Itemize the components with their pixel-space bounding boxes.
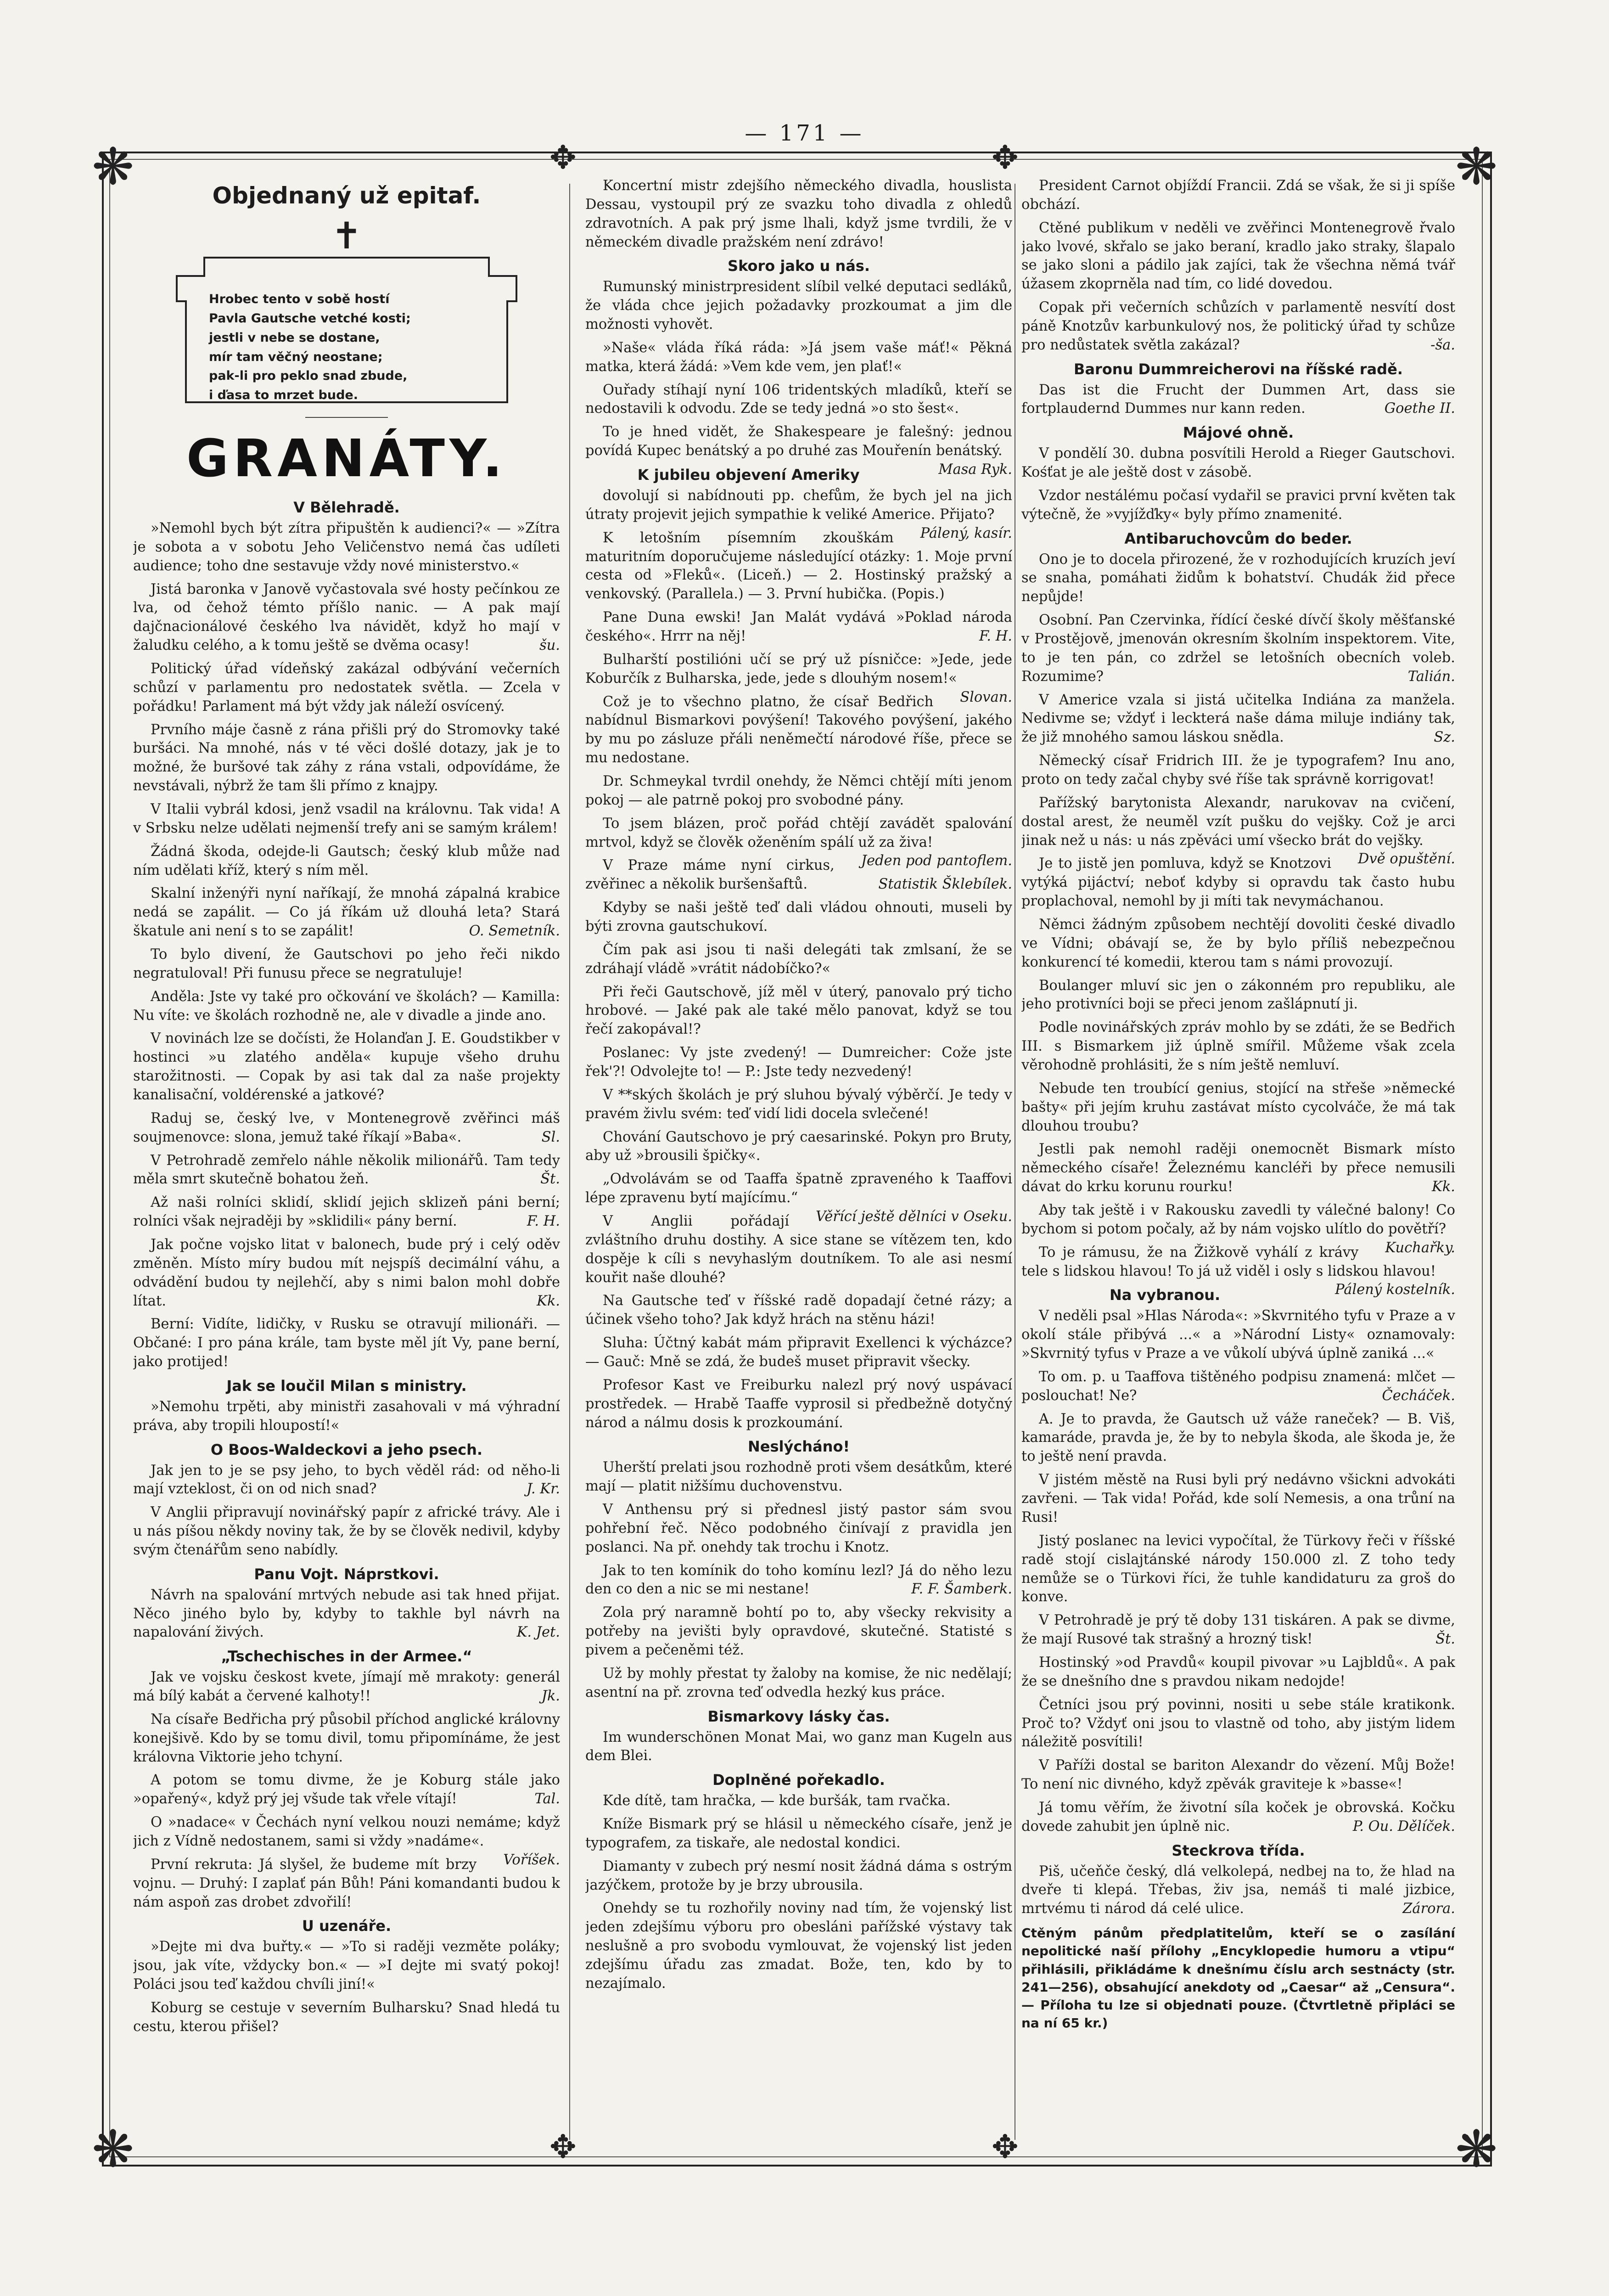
article-body: Diamanty v zubech prý nesmí nosit žádná dáma s ostrým jazýčkem, protože by je brzy ubrousila. bbox=[585, 1858, 1012, 1893]
column-3-items bbox=[1021, 177, 1455, 1919]
article-text bbox=[133, 1030, 560, 1104]
article-signature: Voříšek. bbox=[503, 1851, 560, 1868]
article-text bbox=[585, 1815, 1012, 1853]
article-text bbox=[1021, 487, 1455, 524]
article-text bbox=[133, 721, 560, 796]
divider-ornament-icon: ✥ bbox=[549, 139, 577, 176]
article-body: Osobní. Pan Czervinka, řídící české dívčí školy měšťanské v Prostějově, jmenován okresním školním inspektorem. Vite, to je ten pán, co zdržel se letošních obecních voleb. Rozumime? bbox=[1021, 612, 1455, 685]
article-text bbox=[1021, 1368, 1455, 1406]
article-text bbox=[1021, 177, 1455, 214]
epitaph-line: mír tam věčný neostane; bbox=[209, 349, 383, 364]
article-text bbox=[1021, 381, 1455, 419]
article-text bbox=[585, 1128, 1012, 1166]
column-2 bbox=[585, 177, 1012, 2142]
article-text bbox=[133, 800, 560, 838]
article-text bbox=[133, 1109, 560, 1147]
article-signature: Sz. bbox=[1434, 729, 1455, 746]
article-text bbox=[133, 884, 560, 941]
article-body: dovolují si nabídnouti pp. chefům, že bych jel na jich útraty projevit jejich sympathie k veliké Americe. Přijato? bbox=[585, 487, 1012, 523]
article-text bbox=[1021, 794, 1455, 867]
article-text bbox=[585, 1170, 1012, 1225]
article-body: Das ist die Frucht der Dummen Art, dass sie fortplaudernd Dummes nur kann reden. bbox=[1021, 382, 1455, 417]
article-body: »Nemohu trpěti, aby ministři zasahovali v má výhradní práva, aby tropili hloupostí!« bbox=[133, 1398, 560, 1434]
article-body: Jak jen to je se psy jeho, to bych věděl rád: od něho-li mají vzteklost, či on od nich snad? bbox=[133, 1462, 560, 1497]
article-body: V novinách lze se dočísti, že Holanďan J. E. Goudstikber v hostinci »u zlatého anděla« kupuje všeho druhu starožitnosti. — Copak by asi tak dal za naše projekty kanalisační, voldérenské a jatkové? bbox=[133, 1030, 560, 1103]
corner-ornament-icon: ❋ bbox=[92, 2120, 135, 2178]
article-signature: P. Ou. Dělíček. bbox=[1352, 1818, 1455, 1835]
article-text bbox=[133, 660, 560, 716]
article-body: Ono je to docela přirozené, že v rozhodujících kruzích jeví se snaha, pomáhati židům k bohatství. Chudák žid přece nepůjde! bbox=[1021, 551, 1455, 605]
article-text bbox=[585, 815, 1012, 869]
article-body: Bulharští postilióni učí se prý už písničce: »Jede, jede Koburčík z Bulharska, jede, jede s dlouhým nosem!« bbox=[585, 651, 1012, 687]
article-body: Na císaře Bedřicha prý působil příchod anglické královny konejšivě. Kdo by se tomu divil, tomu připomínáme, že jest královna Viktorie jeho tchyní. bbox=[133, 1711, 560, 1765]
article-body: K letošním písemním zkouškám maturitním doporučujeme následující otázky: 1. Moje první cesta od »Fleků«. (Liceň.) — 2. Hostinský pražský a venkovský. (Parallela.) — 3. První hubička. (Popis.) bbox=[585, 529, 1012, 602]
epitaph-line: Pavla Gautsche vetché kosti; bbox=[209, 311, 411, 326]
article-body: V Anthensu prý si přednesl jistý pastor sám svou pohřební řeč. Něco podobného činívají z pravidla jen poslanci. Na př. onehdy tak trochu i Knotz. bbox=[585, 1502, 1012, 1555]
article-body: V **ských školách je prý sluhou bývalý výběrčí. Je tedy v pravém živlu svém: teď vidí lidi docela svlečené! bbox=[585, 1086, 1012, 1122]
corner-ornament-icon: ❋ bbox=[1455, 2120, 1498, 2178]
article-text bbox=[1021, 691, 1455, 748]
article-body: »Dejte mi dva buřty.« — »To si raději vezměte poláky; jsou, jak víte, vždycky bon.« — »I dejte mi svatý pokoj! Poláci jsou teď každou chvíli jiní!« bbox=[133, 1939, 560, 1993]
epitaph-line: Hrobec tento v sobě hostí bbox=[209, 292, 390, 306]
article-body: Koburg se cestuje v severním Bulharsku? Snad hledá tu cestu, kterou přišel? bbox=[133, 1999, 560, 2035]
article-body: Poslanec: Vy jste zvedený! — Dumreicher: Cože jste řek'?! Odvolejte to! — P.: Jste tedy nezvedený! bbox=[585, 1045, 1012, 1080]
article-body: Čím pak asi jsou ti naši delegáti tak zmlsaní, že se zdráhají vládě »vrátit nádobíčko?« bbox=[585, 941, 1012, 977]
cross-icon: ✝ bbox=[331, 214, 362, 257]
article-text bbox=[1021, 1654, 1455, 1691]
article-body: Uherští prelati jsou rozhodně proti všem desátkům, které mají — platit nižšímu duchovenstvu. bbox=[585, 1459, 1012, 1495]
article-body: To je rámusu, že na Žižkově vyhálí z krávy tele s lidskou hlavou! To já už viděl i osly s lidskou hlavou! bbox=[1021, 1244, 1436, 1279]
article-body: V Paříži dostal se bariton Alexandr do vězení. Můj Bože! To není nic divného, když zpěvák graviteje k »basse«! bbox=[1021, 1757, 1455, 1793]
article-body: Jak počne vojsko litat v balonech, bude prý i celý oděv změněn. Místo míry budou mít nejspíš decimální váhu, a odvádění budou ty nejlehčí, aby s nimi balon mohl dobře lítat. bbox=[133, 1237, 560, 1309]
article-body: Raduj se, český lve, v Montenegrově zvěřinci máš soujmenovce: slona, jemuž také říkají »Baba«. bbox=[133, 1110, 560, 1145]
article-body: Skalní inženýři nyní naříkají, že mnohá zápalná krabice nedá se zapálit. — Co já říkám už dlouhá leta? Stará škatule ani není s to se zapálit! bbox=[133, 885, 560, 940]
article-body: Pařížský barytonista Alexandr, narukovav na cvičení, dostal arest, že neuměl vzít pušku do vejšky. Což je arci jinak než u nás: u nás zpěváci umí všecko brát do vejšky. bbox=[1021, 794, 1455, 849]
article-body: V neděli psal »Hlas Národa«: »Skvrnitého tyfu v Praze a v okolí stále přibývá ...« a »Národní Listy« oznamovaly: »Skvrnitý tyfus v Praze a ve vůkolí ubývá úplně zaniká ...« bbox=[1021, 1308, 1455, 1362]
article-text bbox=[585, 983, 1012, 1040]
article-heading: Panu Vojt. Náprstkovi. bbox=[254, 1565, 439, 1583]
article-body: Četníci jsou prý povinni, nositi u sebe stále kratikonk. Proč to? Vždyť oni jsou to vlastně od toho, aby jistým lidem náležitě posvítili! bbox=[1021, 1696, 1455, 1750]
article-text bbox=[133, 1586, 560, 1643]
article-body: To jsem blázen, proč pořád chtějí zavádět spalování mrtvol, když se člověk oženěním spálí už za živa! bbox=[585, 815, 1012, 850]
article-text bbox=[585, 339, 1012, 377]
article-text bbox=[133, 519, 560, 576]
article-body: Hostinský »od Pravdů« koupil pivovar »u Lajbldů«. A pak že se dnešního dne s pravdou nikam nedojde! bbox=[1021, 1654, 1455, 1689]
article-signature: Goethe II. bbox=[1384, 400, 1455, 417]
article-signature: F. H. bbox=[527, 1213, 560, 1230]
article-text bbox=[133, 1999, 560, 2037]
article-body: Až naši rolníci sklidí, sklidí jejich sklizeň páni berní; rolníci však nejraději by »sklidili« pány berní. bbox=[133, 1194, 560, 1230]
article-body: Jak to ten komínik do toho komínu lezl? Já do něho lezu den co den a nic se mi nestane! bbox=[585, 1562, 1012, 1598]
article-body: Chování Gautschovo je prý caesarinské. Pokyn pro Bruty, aby už »brousili špičky«. bbox=[585, 1129, 1012, 1164]
divider-ornament-icon: ✥ bbox=[992, 139, 1019, 176]
article-body: V Petrohradě je prý tě doby 131 tiskáren. A pak se divme, že mají Rusové tak strašný a hrozný tisk! bbox=[1021, 1612, 1455, 1648]
corner-ornament-icon: ❋ bbox=[1455, 137, 1498, 196]
article-text bbox=[585, 1665, 1012, 1702]
article-body: Copak při večerních schůzích v parlamentě nesvítí dost páně Knotzův karbunkulový nos, že politický úřad ty schůze pro nedůstatek světla zakázal? bbox=[1021, 299, 1455, 353]
article-heading: K jubileu objevení Ameriky bbox=[637, 466, 860, 484]
article-text bbox=[1021, 1799, 1455, 1836]
article-heading: „Tschechisches in der Armee.“ bbox=[221, 1648, 472, 1666]
article-body: »Nemohl bych být zítra připuštěn k audienci?« — »Zítra je sobota a v sobotu Jeho Veličenstvo nemá čas udíleti audience; toho dne sestavuje vždy nové ministerstvo.« bbox=[133, 520, 560, 574]
article-body: V Praze máme nyní cirkus, zvěřinec a několik buršenšaftů. bbox=[585, 857, 835, 893]
article-signature: Talián. bbox=[1407, 668, 1455, 685]
article-signature: O. Semetník. bbox=[469, 923, 560, 940]
article-text bbox=[133, 1771, 560, 1809]
article-text bbox=[133, 1152, 560, 1189]
article-body: Pane Duna ewski! Jan Malát vydává »Poklad národa českého«. Hrrr na něj! bbox=[585, 609, 1012, 644]
article-heading: Bismarkovy lásky čas. bbox=[707, 1707, 890, 1725]
article-body: Jestli pak nemohl raději onemocnět Bismark místo německého císaře! Železnému kancléři by přece nemusili dávat do krku korunu rourku! bbox=[1021, 1141, 1455, 1195]
article-body: Berní: Vidíte, lidičky, v Rusku se otravují milionáři. — Občané: I pro pána krále, tam byste měl jít Vy, pane berní, jako protijed! bbox=[133, 1316, 560, 1370]
article-body: V pondělí 30. dubna posvítili Herold a Rieger Gautschovi. Kośťat je ale ještě dost v zásobě. bbox=[1021, 445, 1455, 481]
article-body: Boulanger mluví sic jen o zákonném pro republiku, ale jeho protivníci boji se přeci jenom zašlápnutí ji. bbox=[1021, 977, 1455, 1013]
article-body: Kdyby se naši ještě teď dali vládou ohnouti, museli by býti zrovna gautschukoví. bbox=[585, 900, 1012, 934]
article-body: Dr. Schmeykal tvrdil onehdy, že Němci chtějí míti jenom pokoj — ale patrně pokoj pro svobodné pány. bbox=[585, 773, 1012, 808]
article-body: Vzdor nestálému počasí vydařil se pravici první květen tak výtečně, že »vyjížďky« byly přímo znamenité. bbox=[1021, 487, 1455, 523]
article-body: Němci žádným způsobem nechtějí dovoliti české divadlo ve Vídni; obávají se, že by bylo příliš nebezpečnou konkurencí té komedii, kterou tam s námi provozují. bbox=[1021, 916, 1455, 970]
article-body: Ctěné publikum v neděli ve zvěřinci Montenegrově řvalo jako lvové, skřalo se jako beraní, kradlo jako straky, šlapalo se jako sloni a pádilo jak zajíci, tak že všechna němá tvář úžasem zkoprněla nad tím, co lidé dovedou. bbox=[1021, 219, 1455, 293]
article-body: Profesor Kast ve Freiburku nalezl prý nový uspávací prostředek. — Hrabě Taaffe vyprosil si předbežně dotyčný národ a nálmu dosis k prozkoumání. bbox=[585, 1377, 1012, 1431]
section-title: GRANÁTY. bbox=[186, 429, 507, 489]
article-heading: Na vybranou. bbox=[1109, 1286, 1221, 1304]
article-text bbox=[133, 1711, 560, 1767]
article-body: Při řeči Gautschově, jíž měl v úterý, panovalo prý ticho hrobové. — Jaké pak ale také mělo panovat, když se tou řečí zakopával!? bbox=[585, 984, 1012, 1038]
article-text bbox=[585, 177, 1012, 252]
article-body: Žádná škoda, odejde-li Gautsch; český klub může nad ním udělati kříž, který s ním měl. bbox=[133, 843, 560, 878]
article-signature: Věřící ještě dělníci v Oseku. bbox=[815, 1209, 1012, 1225]
column-1-items bbox=[133, 498, 560, 2037]
article-body: Sluha: Účtný kabát mám připravit Exellenci k výcházce? — Gauč: Mně se zdá, že budeš muset připravit všecky. bbox=[585, 1335, 1012, 1370]
article-body: To om. p. u Taaffova tištěného podpisu znamená: mlčet — poslouchat! Ne? bbox=[1021, 1368, 1455, 1404]
column-rule bbox=[569, 184, 570, 2140]
article-signature: šu. bbox=[539, 637, 560, 654]
article-body: První rekruta: Já slyšel, že budeme mít brzy vojnu. — Druhý: I zaplať pán Bůh! Páni komandanti budou k nám aspoň zas drobet zdvořilí! bbox=[133, 1856, 560, 1910]
article-body: Koncertní mistr zdejšího německého divadla, houslista Dessau, vystoupil prý ze svazku toho divadla z ohledů zdravotních. A pak prý jsme lhali, když jsme tvrdili, že v německém divadle pražském není zdrávo! bbox=[585, 178, 1012, 250]
article-body: Rumunský ministrpresident slíbil velké deputaci sedláků, že vláda chce jejich požadavky prozkoumat a jim dle možnosti vyhovět. bbox=[585, 279, 1012, 333]
epitaph-line: pak-li pro peklo snad zbude, bbox=[209, 369, 408, 383]
article-body: V Americe vzala si jistá učitelka Indiána za manžela. Nedivme se; vždyť i leckterá naše dáma miluje indiány tak, že již mnohého samou láskou snědla. bbox=[1021, 692, 1455, 746]
article-body: Jak ve vojsku českost kvete, jímají mě mrakoty: generál má bílý kabát a červené kalhoty!! bbox=[133, 1669, 560, 1704]
article-body: Což je to všechno platno, že císař Bedřich nabídnul Bismarkovi povýšení! Takového povýšení, jakého by mu po zásluze přáli neněmečtí národové říše, přece se mu nedostane. bbox=[585, 693, 1012, 766]
supplement-notice: Ctěným pánům předplatitelům, kteří se o zasílání nepolitické naší přílohy „Encyklopedie humoru a vtipu“ přihlásili, přikládáme k dnešnímu číslu arch sestnácty (str. 241—256), obsahující anekdoty od „Caesar“ až „Censura“. — Příloha tu lze si objednati pouze. (Čtvrtletně připláci se na ní 65 kr.) bbox=[1021, 1925, 1455, 2031]
article-signature: F. F. Šamberk. bbox=[911, 1581, 1012, 1598]
article-text bbox=[133, 945, 560, 983]
article-body: Politický úřad vídeňský zakázal odbývání večerních schůzí v parlamentu pro nedostatek světla. — Zcela v pořádku! Parlament má být vždy jak náleží osvícený. bbox=[133, 660, 560, 715]
column-3 bbox=[1021, 177, 1455, 2142]
article-signature: Pálený kostelník. bbox=[1335, 1282, 1455, 1298]
epitaph-line: i ďasa to mrzet bude. bbox=[209, 388, 358, 403]
article-signature: Dvě opuštění. bbox=[1357, 851, 1455, 867]
article-signature: Slovan. bbox=[960, 689, 1012, 705]
article-signature: Kk. bbox=[1432, 1179, 1455, 1195]
article-text bbox=[585, 487, 1012, 541]
article-text bbox=[585, 1899, 1012, 1993]
article-text bbox=[585, 1562, 1012, 1599]
article-body: Kníže Bismark prý se hlásil u německého císaře, jenž je typografem, za tiskaře, ale nedostal kondici. bbox=[585, 1816, 1012, 1851]
article-body: To bylo divení, že Gautschovi po jeho řeči nikdo negratuloval! Při funusu přece se negratuluje! bbox=[133, 946, 560, 981]
article-signature: Pálený, kasír. bbox=[920, 525, 1012, 541]
epitaph-text bbox=[209, 290, 484, 405]
article-body: A potom se tomu divme, že je Koburg stále jako »opařený«, když prý jej všude tak vřele vítají! bbox=[133, 1772, 560, 1807]
page-number: — 171 — bbox=[745, 120, 864, 146]
article-signature: Št. bbox=[1435, 1631, 1455, 1648]
article-heading: Skoro jako u nás. bbox=[728, 257, 870, 275]
article-text bbox=[133, 1236, 560, 1311]
article-signature: Kk. bbox=[537, 1293, 560, 1309]
article-text bbox=[133, 1193, 560, 1231]
article-text bbox=[133, 1938, 560, 1994]
article-body: Podle novinářských zpráv mohlo by se zdáti, že se Bedřich III. s Bismarkem již úplně smířil. Můžeme však zcela věrohodně prohlásiti, že s ním ještě nemluví. bbox=[1021, 1019, 1455, 1073]
divider-ornament-icon: ✥ bbox=[549, 2128, 577, 2166]
article-signature: K. Jet. bbox=[516, 1624, 560, 1641]
article-body: „Odvolávám se od Taaffa špatně zpraveného k Taaffovi lépe zpravenu bytí majícímu.“ bbox=[585, 1171, 1012, 1206]
article-signature: Jk. bbox=[541, 1688, 560, 1704]
article-text bbox=[585, 608, 1012, 646]
article-signature: Tal. bbox=[534, 1791, 560, 1807]
section-divider bbox=[305, 417, 388, 418]
article-text bbox=[585, 941, 1012, 979]
article-body: Německý císař Fridrich III. že je typografem? Inu ano, proto on tedy začal chyby své říše tak správně korrigovat! bbox=[1021, 753, 1455, 788]
article-text bbox=[1021, 1140, 1455, 1197]
article-heading: Neslýcháno! bbox=[747, 1438, 850, 1456]
article-body: »Naše« vláda říká rádа: »Já jsem vaše máť!« Pěkná matka, která žádá: »Vem kde vem, jen plať!« bbox=[585, 339, 1012, 375]
column-1 bbox=[133, 177, 560, 2142]
article-heading: U uzenáře. bbox=[302, 1917, 392, 1935]
article-body: Já tomu věřím, že životní síla koček je obrovská. Kočku dovede zahubit jen úplně nic. bbox=[1021, 1799, 1455, 1835]
article-body: A. Je to pravda, že Gautsch už váže raneček? — B. Viš, kamaráde, pravda je, že by to nebyla škoda, ale škoda je, že to ještě není pravda. bbox=[1021, 1411, 1455, 1465]
article-body: Kde dítě, tam hračka, — kde buršák, tam rvačka. bbox=[603, 1793, 951, 1809]
article-text bbox=[1021, 1696, 1455, 1752]
article-text bbox=[1021, 916, 1455, 972]
article-body: V Petrohradě zemřelo náhle několik milionářů. Tam tedy měla smrt skutečně bohatou žeň. bbox=[133, 1152, 560, 1187]
article-heading: Jak se loučil Milan s ministry. bbox=[226, 1377, 467, 1395]
article-body: Anděla: Jste vy také pro očkování ve školách? — Kamilla: Nu víte: ve školách rozhodně ne, ale v divadle a jinde ano. bbox=[133, 988, 560, 1024]
article-signature: F. H. bbox=[979, 628, 1012, 644]
article-signature: Sl. bbox=[541, 1129, 560, 1145]
article-text bbox=[585, 1792, 1012, 1811]
article-signature: Masa Ryk. bbox=[938, 461, 1012, 478]
epitaph-line: jestli v nebe se dostane, bbox=[209, 330, 380, 345]
article-body: V jistém městě na Rusi byli prý nedávno všickni advokáti zavřeni. — Tak vida! Pořád, kde solí Nemesis, a ona trůní na Rusi! bbox=[1021, 1472, 1455, 1525]
article-text bbox=[133, 843, 560, 880]
article-body: V Anglii pořádají zvláštního druhu dostihy. A sice stane se vítězem ten, kdo dospěje k cíli s nevyhaslým doutníkem. To ale asi nesmí kouřit naše dlouhé? bbox=[585, 1213, 1012, 1286]
article-heading: Doplněné pořekadlo. bbox=[712, 1771, 885, 1789]
article-body: O »nadace« v Čechách nyní velkou nouzi nemáme; když jich z Vídně nedostanem, sami si vždy »nadáme«. bbox=[133, 1814, 560, 1850]
article-text bbox=[1021, 1080, 1455, 1136]
article-text bbox=[133, 580, 560, 655]
article-signature: Kuchařky. bbox=[1385, 1239, 1455, 1256]
article-signature: J. Kr. bbox=[527, 1481, 560, 1497]
article-text bbox=[1021, 1532, 1455, 1607]
article-signature: Št. bbox=[540, 1171, 560, 1187]
article-text bbox=[1021, 611, 1455, 686]
article-text bbox=[133, 1668, 560, 1706]
article-text bbox=[585, 651, 1012, 705]
article-text bbox=[133, 1503, 560, 1560]
article-text bbox=[1021, 1863, 1455, 1919]
article-body: Jistá baronka v Janově vyčastovala své hosty pečínkou ze lva, od čehož témto příšlo nanic. — A pak mají dajčnacionálové českého lva návidět, když ho mají v žaludku celého, a k tomu ještě se dvěma ocasy! bbox=[133, 581, 560, 654]
article-signature: Jeden pod pantoflem. bbox=[861, 853, 1012, 869]
article-text bbox=[585, 1458, 1012, 1496]
article-body: President Carnot objíždí Francii. Zdá se však, že si ji spíše obchází. bbox=[1021, 178, 1455, 213]
article-text bbox=[133, 1813, 560, 1868]
article-text bbox=[585, 772, 1012, 810]
article-body: V Anglii připravují novinářský papír z africké trávy. Ale i u nás píšou někdy noviny tak, že by se člověk nedivil, kdyby svým čtenářům seno nabídly. bbox=[133, 1504, 560, 1558]
article-heading: O Boos-Waldeckovi a jeho psech. bbox=[210, 1441, 483, 1458]
article-text bbox=[133, 1398, 560, 1435]
article-text bbox=[585, 1728, 1012, 1766]
article-signature: Statistik Šklebílek. bbox=[878, 876, 1012, 893]
article-signature: Zárora. bbox=[1402, 1901, 1455, 1917]
article-text bbox=[585, 1334, 1012, 1372]
epitaph-title: Objednaný už epitaf. bbox=[212, 182, 481, 209]
article-text bbox=[1021, 219, 1455, 294]
article-text bbox=[133, 988, 560, 1025]
article-body: Už by mohly přestat ty žaloby na komise, že nic nedělají; asentní na př. zrovna teď odvedla hezký kus práce. bbox=[585, 1665, 1012, 1700]
article-signature: Čecháček. bbox=[1382, 1387, 1455, 1404]
article-text bbox=[585, 1501, 1012, 1557]
article-text bbox=[1021, 1756, 1455, 1794]
article-text bbox=[1021, 1471, 1455, 1527]
epitaph-tombstone bbox=[168, 251, 526, 411]
article-body: To je hned vidět, že Shakespeare je falešný: jednou povídá Kupec benátský a po druhé zas Mouřenín benátský. bbox=[585, 424, 1012, 459]
article-heading: Antibaruchovcům do beder. bbox=[1124, 529, 1352, 547]
article-text bbox=[585, 1376, 1012, 1433]
article-text bbox=[1021, 977, 1455, 1014]
article-text bbox=[1021, 1611, 1455, 1649]
article-body: Onehdy se tu rozhořily noviny nad tím, že vojenský list jeden zdejšímu výboru pro obesláni pařížské výstavy tak neslušně a pro svobodu vymlouvat, že vojenský list jeden zdejšímu úřadu zas zmadat. Bože, ten, kdo by to nezajímalo. bbox=[585, 1900, 1012, 1992]
article-body: Piš, učeňče český, dlá velkolepá, nedbej na to, že hlad na dveře ti klepá. Třebas, živ jsa, nemáš ti malé jizbice, mrtvému ti národ dá celé ulice. bbox=[1021, 1863, 1455, 1917]
article-text bbox=[585, 899, 1012, 936]
article-body: Na Gautsche teď v říšské radě dopadají četné rázy; a účinek všeho toho? Jak když hrách na stěnu házi! bbox=[585, 1293, 1012, 1328]
article-text bbox=[585, 278, 1012, 334]
article-signature: -ša. bbox=[1430, 337, 1455, 353]
article-text bbox=[1021, 445, 1455, 482]
article-body: Zola prý naramně bohtí po to, aby všecky rekvisity a potřeby na jevišti byly opravdové, skutečné. Statisté s pivem a pečeněmi též. bbox=[585, 1604, 1012, 1659]
article-heading: V Bělehradě. bbox=[293, 499, 400, 517]
article-text bbox=[585, 381, 1012, 419]
column-2-items bbox=[585, 177, 1012, 1993]
article-text bbox=[1021, 298, 1455, 355]
article-text bbox=[585, 1604, 1012, 1660]
article-body: Aby tak ještě i v Rakousku zavedli ty válečné balony! Co bychom si potom počaly, až by nám vojsko ulítlo do povětří? bbox=[1021, 1202, 1455, 1237]
article-body: V Italii vybrál kdosi, jenž vsadil na královnu. Tak vida! A v Srbsku nelze udělati nejmenší trefy ani se samým králem! bbox=[133, 801, 560, 836]
article-text bbox=[585, 1086, 1012, 1124]
article-text bbox=[1021, 551, 1455, 607]
article-heading: Baronu Dummreicherovi na říšské radě. bbox=[1074, 360, 1403, 378]
article-body: Nebude ten troubící genius, stojící na střeše »německé bašty« při jejím kruhu zastávat místo cycolváče, že má tak dlouhou troubu? bbox=[1021, 1080, 1455, 1134]
article-text bbox=[133, 1315, 560, 1372]
article-text bbox=[1021, 1201, 1455, 1256]
article-text bbox=[1021, 1019, 1455, 1075]
corner-ornament-icon: ❋ bbox=[92, 137, 135, 196]
article-text bbox=[585, 1857, 1012, 1895]
article-text bbox=[585, 1044, 1012, 1081]
article-heading: Májové ohně. bbox=[1183, 424, 1294, 442]
article-text bbox=[585, 1292, 1012, 1329]
article-body: Návrh na spalování mrtvých nebude asi tak hned přijat. Něco jiného bylo by, kdyby to takhle byl návrh na napalování živých. bbox=[133, 1587, 560, 1641]
article-body: Je to jistě jen pomluva, když se Knotzovi vytýká pijáctví; neboť kdyby si opravdu tak často hubu proplachoval, nemohl by ji míti tak nevymáchanou. bbox=[1021, 855, 1455, 910]
article-body: Prvního máje časně z rána přišli prý do Stromovky také buršáci. Na mnohé, nás v té věci došlé dotazy, jak je to možné, že buršové tak záhy z rána vstali, odpovídáme, že nevstávali, nýbrž že tam šli přímo z knajpy. bbox=[133, 721, 560, 794]
article-body: Im wunderschönen Monat Mai, wo ganz man Kugeln aus dem Blei. bbox=[585, 1729, 1012, 1764]
article-text bbox=[133, 1462, 560, 1499]
article-body: Ouřady stíhají nyní 106 tridentských mladíků, kteří se nedostavili k odvodu. Zde se tedy jedná »o sto šest«. bbox=[585, 382, 1012, 417]
article-body: Jistý poslanec na levici vypočítal, že Türkovy řeči v říšské radě stojí cislajtánské národy 150.000 zl. Z toho tedy nemůže se o Türkovi říci, že tuhle kandidaturu za groš do konve. bbox=[1021, 1532, 1455, 1605]
divider-ornament-icon: ✥ bbox=[992, 2128, 1019, 2166]
article-text bbox=[1021, 752, 1455, 789]
article-heading: Steckrova třída. bbox=[1172, 1841, 1305, 1859]
article-text bbox=[1021, 1410, 1455, 1467]
article-text bbox=[1021, 1307, 1455, 1363]
